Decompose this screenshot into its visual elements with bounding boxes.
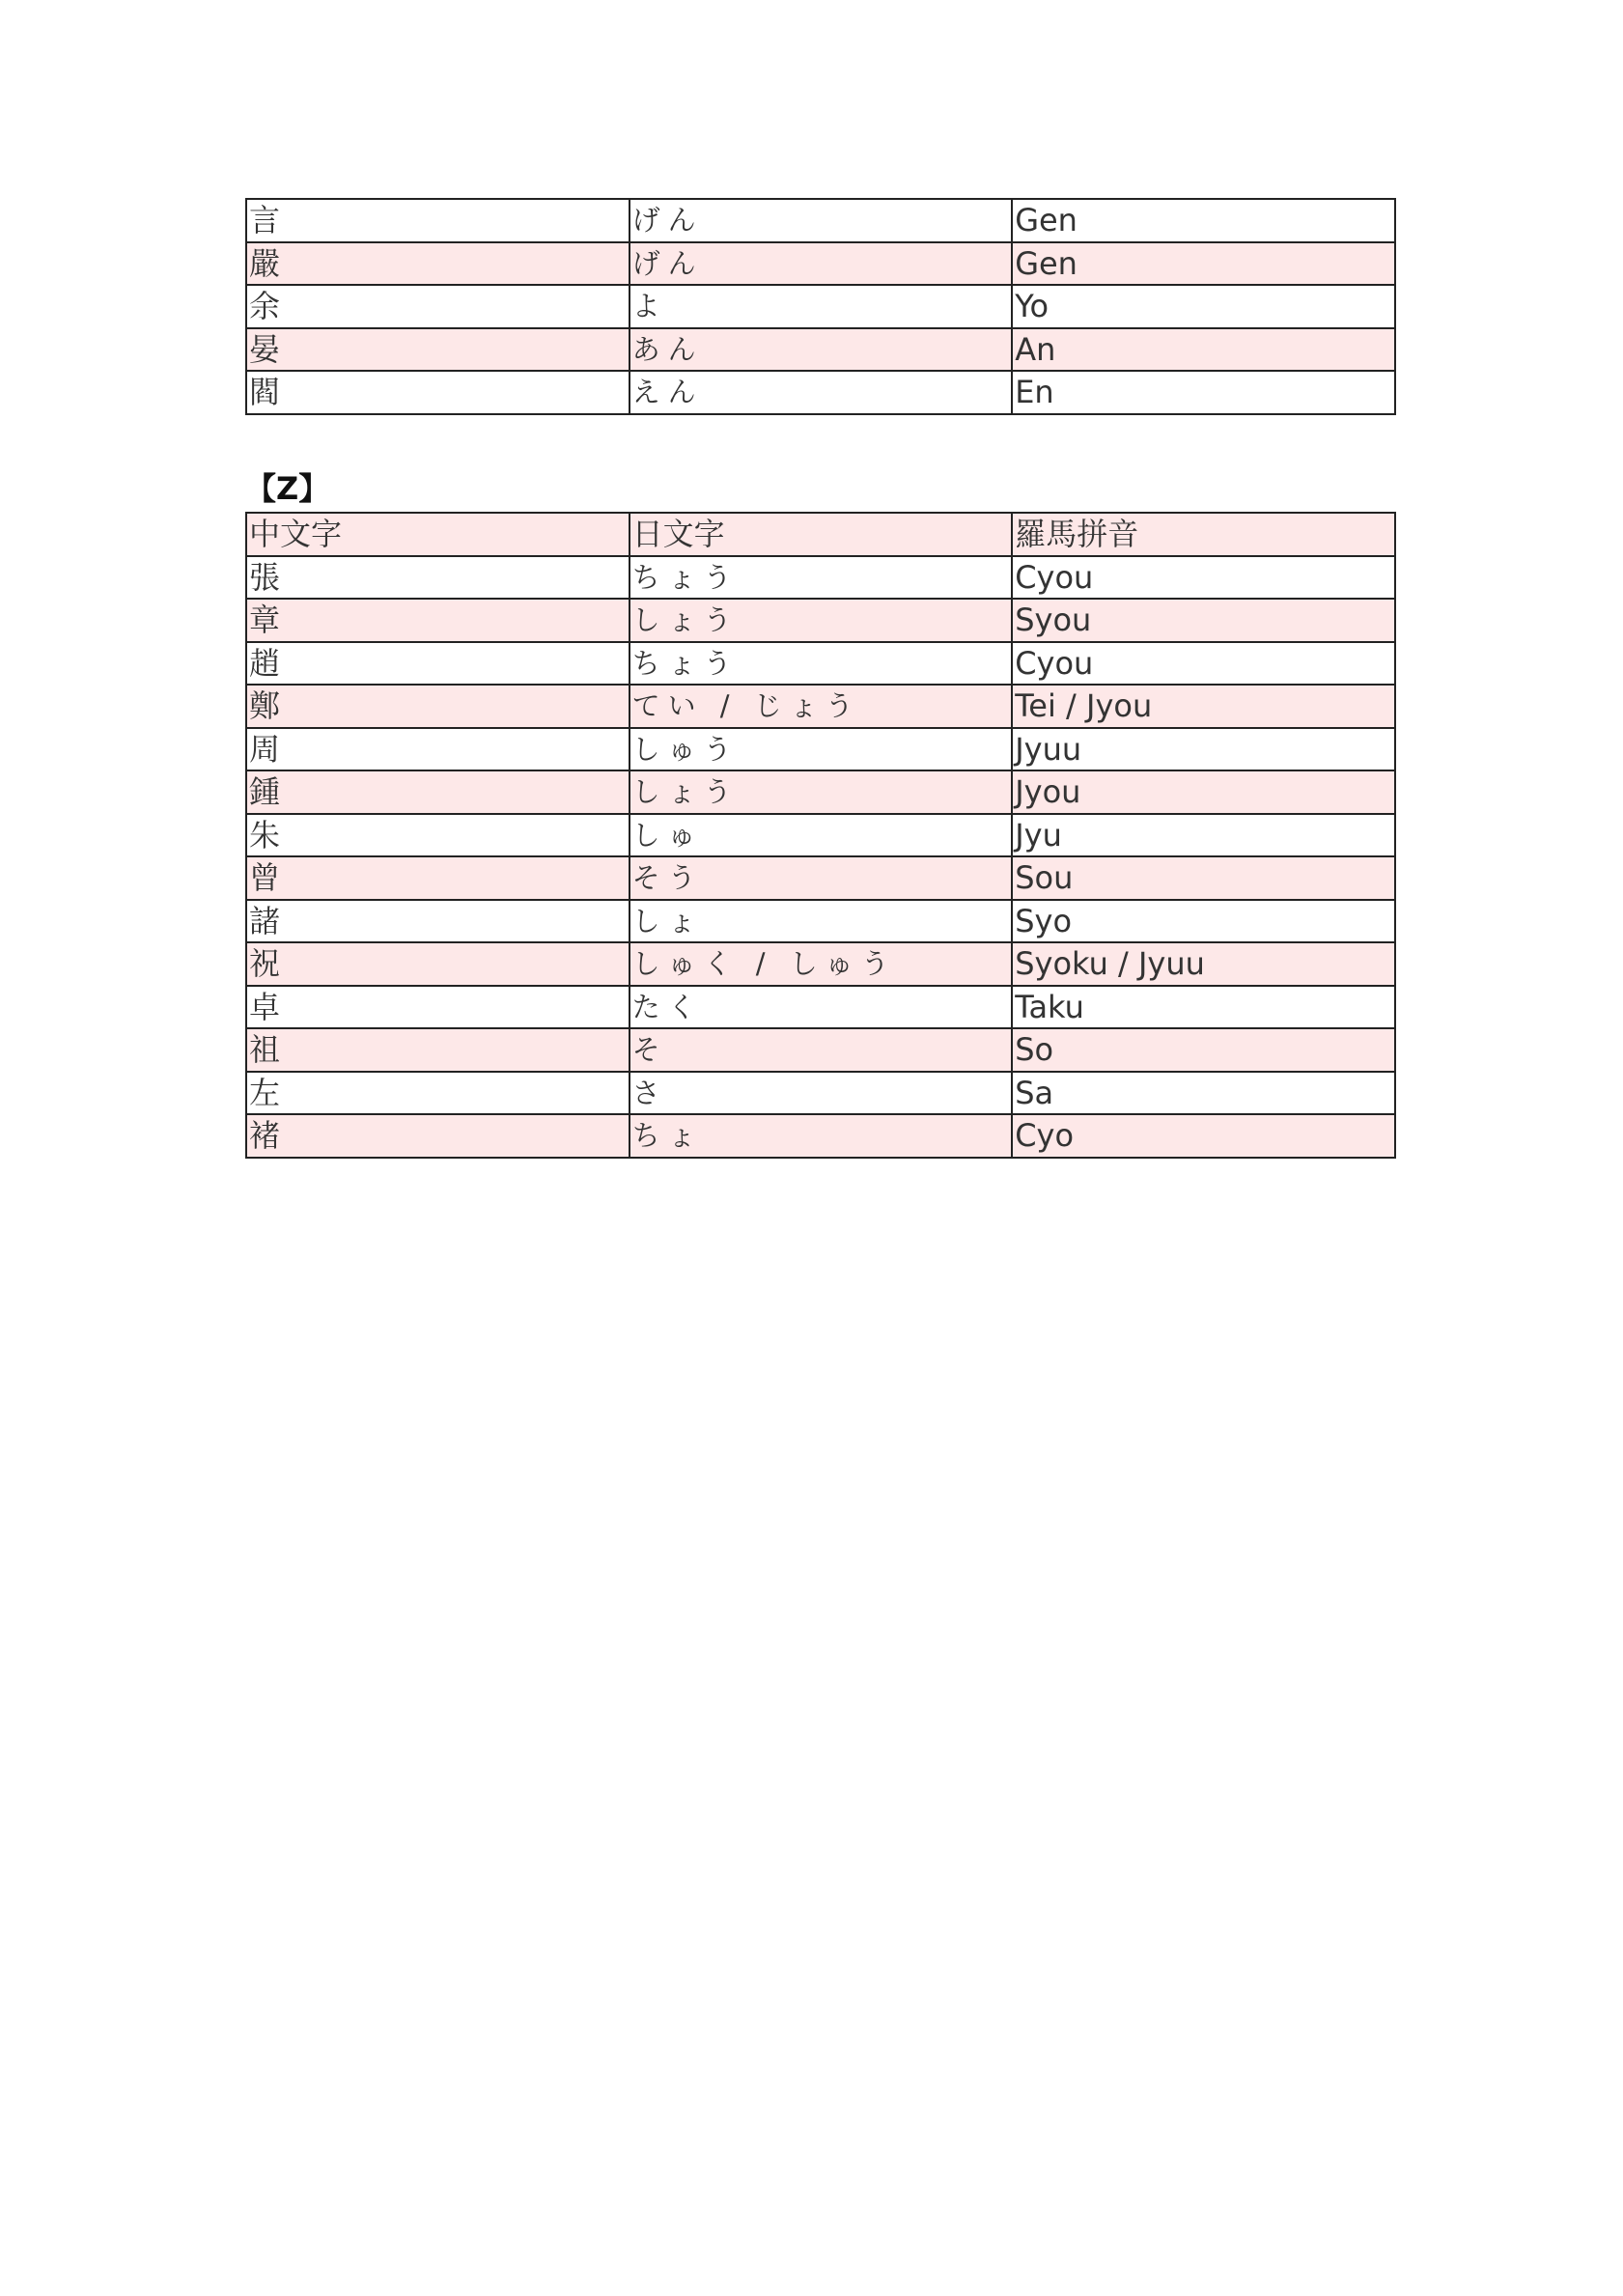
romaji-cell: Yo <box>1012 285 1395 328</box>
japanese-cell: ちょう <box>630 642 1013 686</box>
table-row <box>246 942 1395 986</box>
surname-table-continued <box>245 198 1396 415</box>
romaji-cell: So <box>1012 1028 1395 1072</box>
chinese-cell: 鄭 <box>246 685 630 728</box>
table-row <box>246 856 1395 900</box>
japanese-cell: しゅく / しゅう <box>630 942 1013 986</box>
table-row <box>246 328 1395 372</box>
surname-table-z <box>245 512 1396 1159</box>
chinese-cell: 祖 <box>246 1028 630 1072</box>
chinese-cell: 卓 <box>246 986 630 1029</box>
japanese-cell: しょ <box>630 900 1013 943</box>
romaji-cell: Jyuu <box>1012 728 1395 771</box>
chinese-cell: 左 <box>246 1072 630 1115</box>
table-row <box>246 599 1395 642</box>
table-row <box>246 556 1395 600</box>
romaji-cell: Cyou <box>1012 642 1395 686</box>
table-row <box>246 285 1395 328</box>
column-header-chinese: 中文字 <box>246 513 630 556</box>
table-row <box>246 242 1395 286</box>
chinese-cell: 褚 <box>246 1114 630 1158</box>
chinese-cell: 閻 <box>246 371 630 414</box>
japanese-cell: ちょう <box>630 556 1013 600</box>
romaji-cell: En <box>1012 371 1395 414</box>
japanese-cell: そ <box>630 1028 1013 1072</box>
chinese-cell: 章 <box>246 599 630 642</box>
table-header-row <box>246 513 1395 556</box>
column-header-romaji: 羅馬拼音 <box>1012 513 1395 556</box>
table-row <box>246 728 1395 771</box>
table-row <box>246 1072 1395 1115</box>
romaji-cell: Sa <box>1012 1072 1395 1115</box>
romaji-cell: Cyou <box>1012 556 1395 600</box>
japanese-cell: しゅ <box>630 814 1013 857</box>
romaji-cell: Gen <box>1012 242 1395 286</box>
romaji-cell: Taku <box>1012 986 1395 1029</box>
table-row <box>246 986 1395 1029</box>
japanese-cell: さ <box>630 1072 1013 1115</box>
japanese-cell: げん <box>630 242 1013 286</box>
japanese-cell: あん <box>630 328 1013 372</box>
romaji-cell: Syoku / Jyuu <box>1012 942 1395 986</box>
japanese-cell: ちょ <box>630 1114 1013 1158</box>
chinese-cell: 嚴 <box>246 242 630 286</box>
japanese-cell: よ <box>630 285 1013 328</box>
japanese-cell: てい / じょう <box>630 685 1013 728</box>
japanese-cell: しょう <box>630 599 1013 642</box>
japanese-cell: えん <box>630 371 1013 414</box>
romaji-cell: Jyou <box>1012 770 1395 814</box>
chinese-cell: 晏 <box>246 328 630 372</box>
table-row <box>246 685 1395 728</box>
japanese-cell: たく <box>630 986 1013 1029</box>
table-row <box>246 1028 1395 1072</box>
chinese-cell: 朱 <box>246 814 630 857</box>
table-row <box>246 1114 1395 1158</box>
romaji-cell: Jyu <box>1012 814 1395 857</box>
table-row <box>246 371 1395 414</box>
chinese-cell: 趙 <box>246 642 630 686</box>
chinese-cell: 言 <box>246 199 630 242</box>
romaji-cell: Sou <box>1012 856 1395 900</box>
section-heading-z: 【Z】 <box>245 470 330 507</box>
table-row <box>246 814 1395 857</box>
chinese-cell: 周 <box>246 728 630 771</box>
romaji-cell: Syou <box>1012 599 1395 642</box>
japanese-cell: しゅう <box>630 728 1013 771</box>
romaji-cell: Cyo <box>1012 1114 1395 1158</box>
table-row <box>246 900 1395 943</box>
table-row <box>246 199 1395 242</box>
chinese-cell: 曾 <box>246 856 630 900</box>
chinese-cell: 張 <box>246 556 630 600</box>
table-row <box>246 770 1395 814</box>
japanese-cell: げん <box>630 199 1013 242</box>
table-row <box>246 642 1395 686</box>
romaji-cell: Syo <box>1012 900 1395 943</box>
japanese-cell: そう <box>630 856 1013 900</box>
romaji-cell: An <box>1012 328 1395 372</box>
chinese-cell: 鍾 <box>246 770 630 814</box>
chinese-cell: 祝 <box>246 942 630 986</box>
chinese-cell: 諸 <box>246 900 630 943</box>
japanese-cell: しょう <box>630 770 1013 814</box>
romaji-cell: Gen <box>1012 199 1395 242</box>
column-header-japanese: 日文字 <box>630 513 1013 556</box>
romaji-cell: Tei / Jyou <box>1012 685 1395 728</box>
chinese-cell: 余 <box>246 285 630 328</box>
